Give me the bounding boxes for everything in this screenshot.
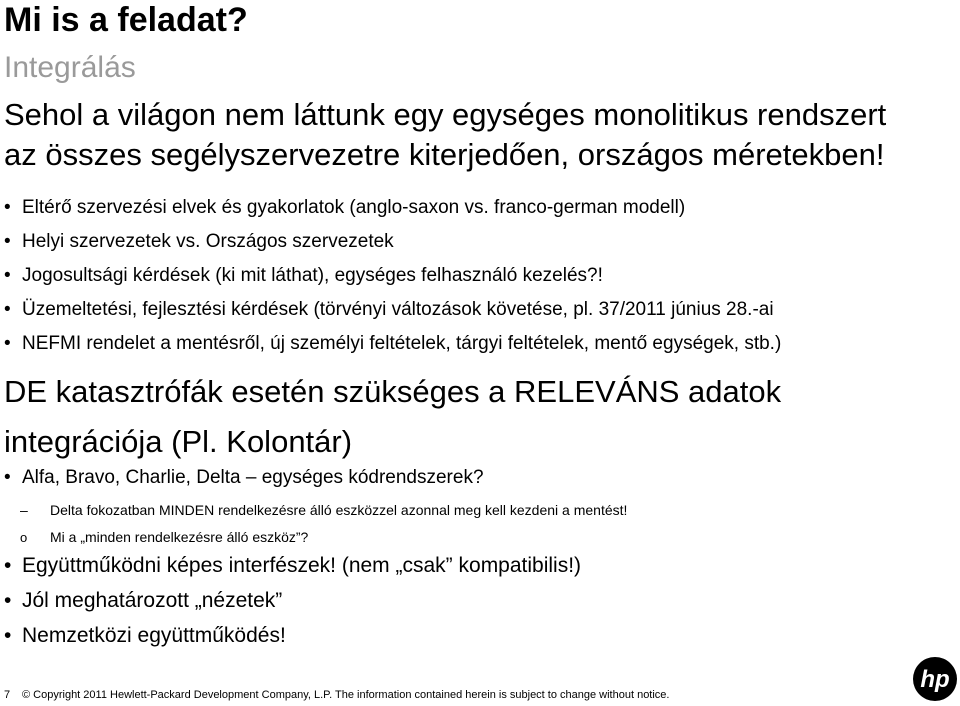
list-item: • Eltérő szervezési elvek és gyakorlatok (anglo-saxon vs. franco-german modell) <box>0 191 781 225</box>
circle-marker: o <box>20 530 28 545</box>
footer <box>4 688 670 702</box>
list-item: • Jól meghatározott „nézetek” <box>0 583 581 618</box>
list-item: • Üzemeltetési, fejlesztési kérdések (törvényi változások követése, pl. 37/2011 június 28.-ai <box>0 293 781 327</box>
sub-item-1 <box>20 498 627 522</box>
logo-text: hp <box>920 666 950 693</box>
sub-item-2 <box>20 525 308 550</box>
sub-item-1-text: Delta fokozatban MINDEN rendelkezésre álló eszközzel azonnal meg kell kezdeni a mentést! <box>50 502 628 518</box>
copyright-text: © Copyright 2011 Hewlett-Packard Development Company, L.P. The information contained herein is subject to change without notice. <box>22 689 670 701</box>
headline-1-line: Sehol a világon nem láttunk egy egységes monolitikus rendszert <box>4 97 887 132</box>
headline-2 <box>4 367 954 467</box>
headline-2-line: integrációja (Pl. Kolontár) <box>4 424 353 459</box>
list-item: • NEFMI rendelet a mentésről, új személyi feltételek, tárgyi feltételek, mentő egységek, stb.) <box>0 327 781 360</box>
list-item: • Helyi szervezetek vs. Országos szervezetek <box>0 225 781 259</box>
headline-1 <box>4 95 954 175</box>
hp-logo-icon <box>912 656 958 702</box>
page-number: 7 <box>4 689 11 701</box>
list-item: • Alfa, Bravo, Charlie, Delta – egységes kódrendszerek? <box>0 461 484 495</box>
slide-title: Mi is a feladat? <box>4 1 248 39</box>
dash-marker: – <box>20 502 28 518</box>
bullet-list-1 <box>0 191 781 360</box>
list-item: • Jogosultsági kérdések (ki mit láthat), egységes felhasználó kezelés?! <box>0 259 781 293</box>
sub-item-2-text: Mi a „minden rendelkezésre álló eszköz”? <box>50 529 309 545</box>
bullet-list-2 <box>0 461 484 495</box>
bullet-list-3 <box>0 548 581 653</box>
slide-subtitle: Integrálás <box>4 51 136 84</box>
list-item: • Együttműködni képes interfészek! (nem „csak” kompatibilis!) <box>0 548 581 583</box>
headline-1-line: az összes segélyszervezetre kiterjedően, országos méretekben! <box>4 137 885 172</box>
headline-2-line: DE katasztrófák esetén szükséges a RELEVÁNS adatok <box>4 374 782 409</box>
list-item: • Nemzetközi együttműködés! <box>0 618 581 653</box>
